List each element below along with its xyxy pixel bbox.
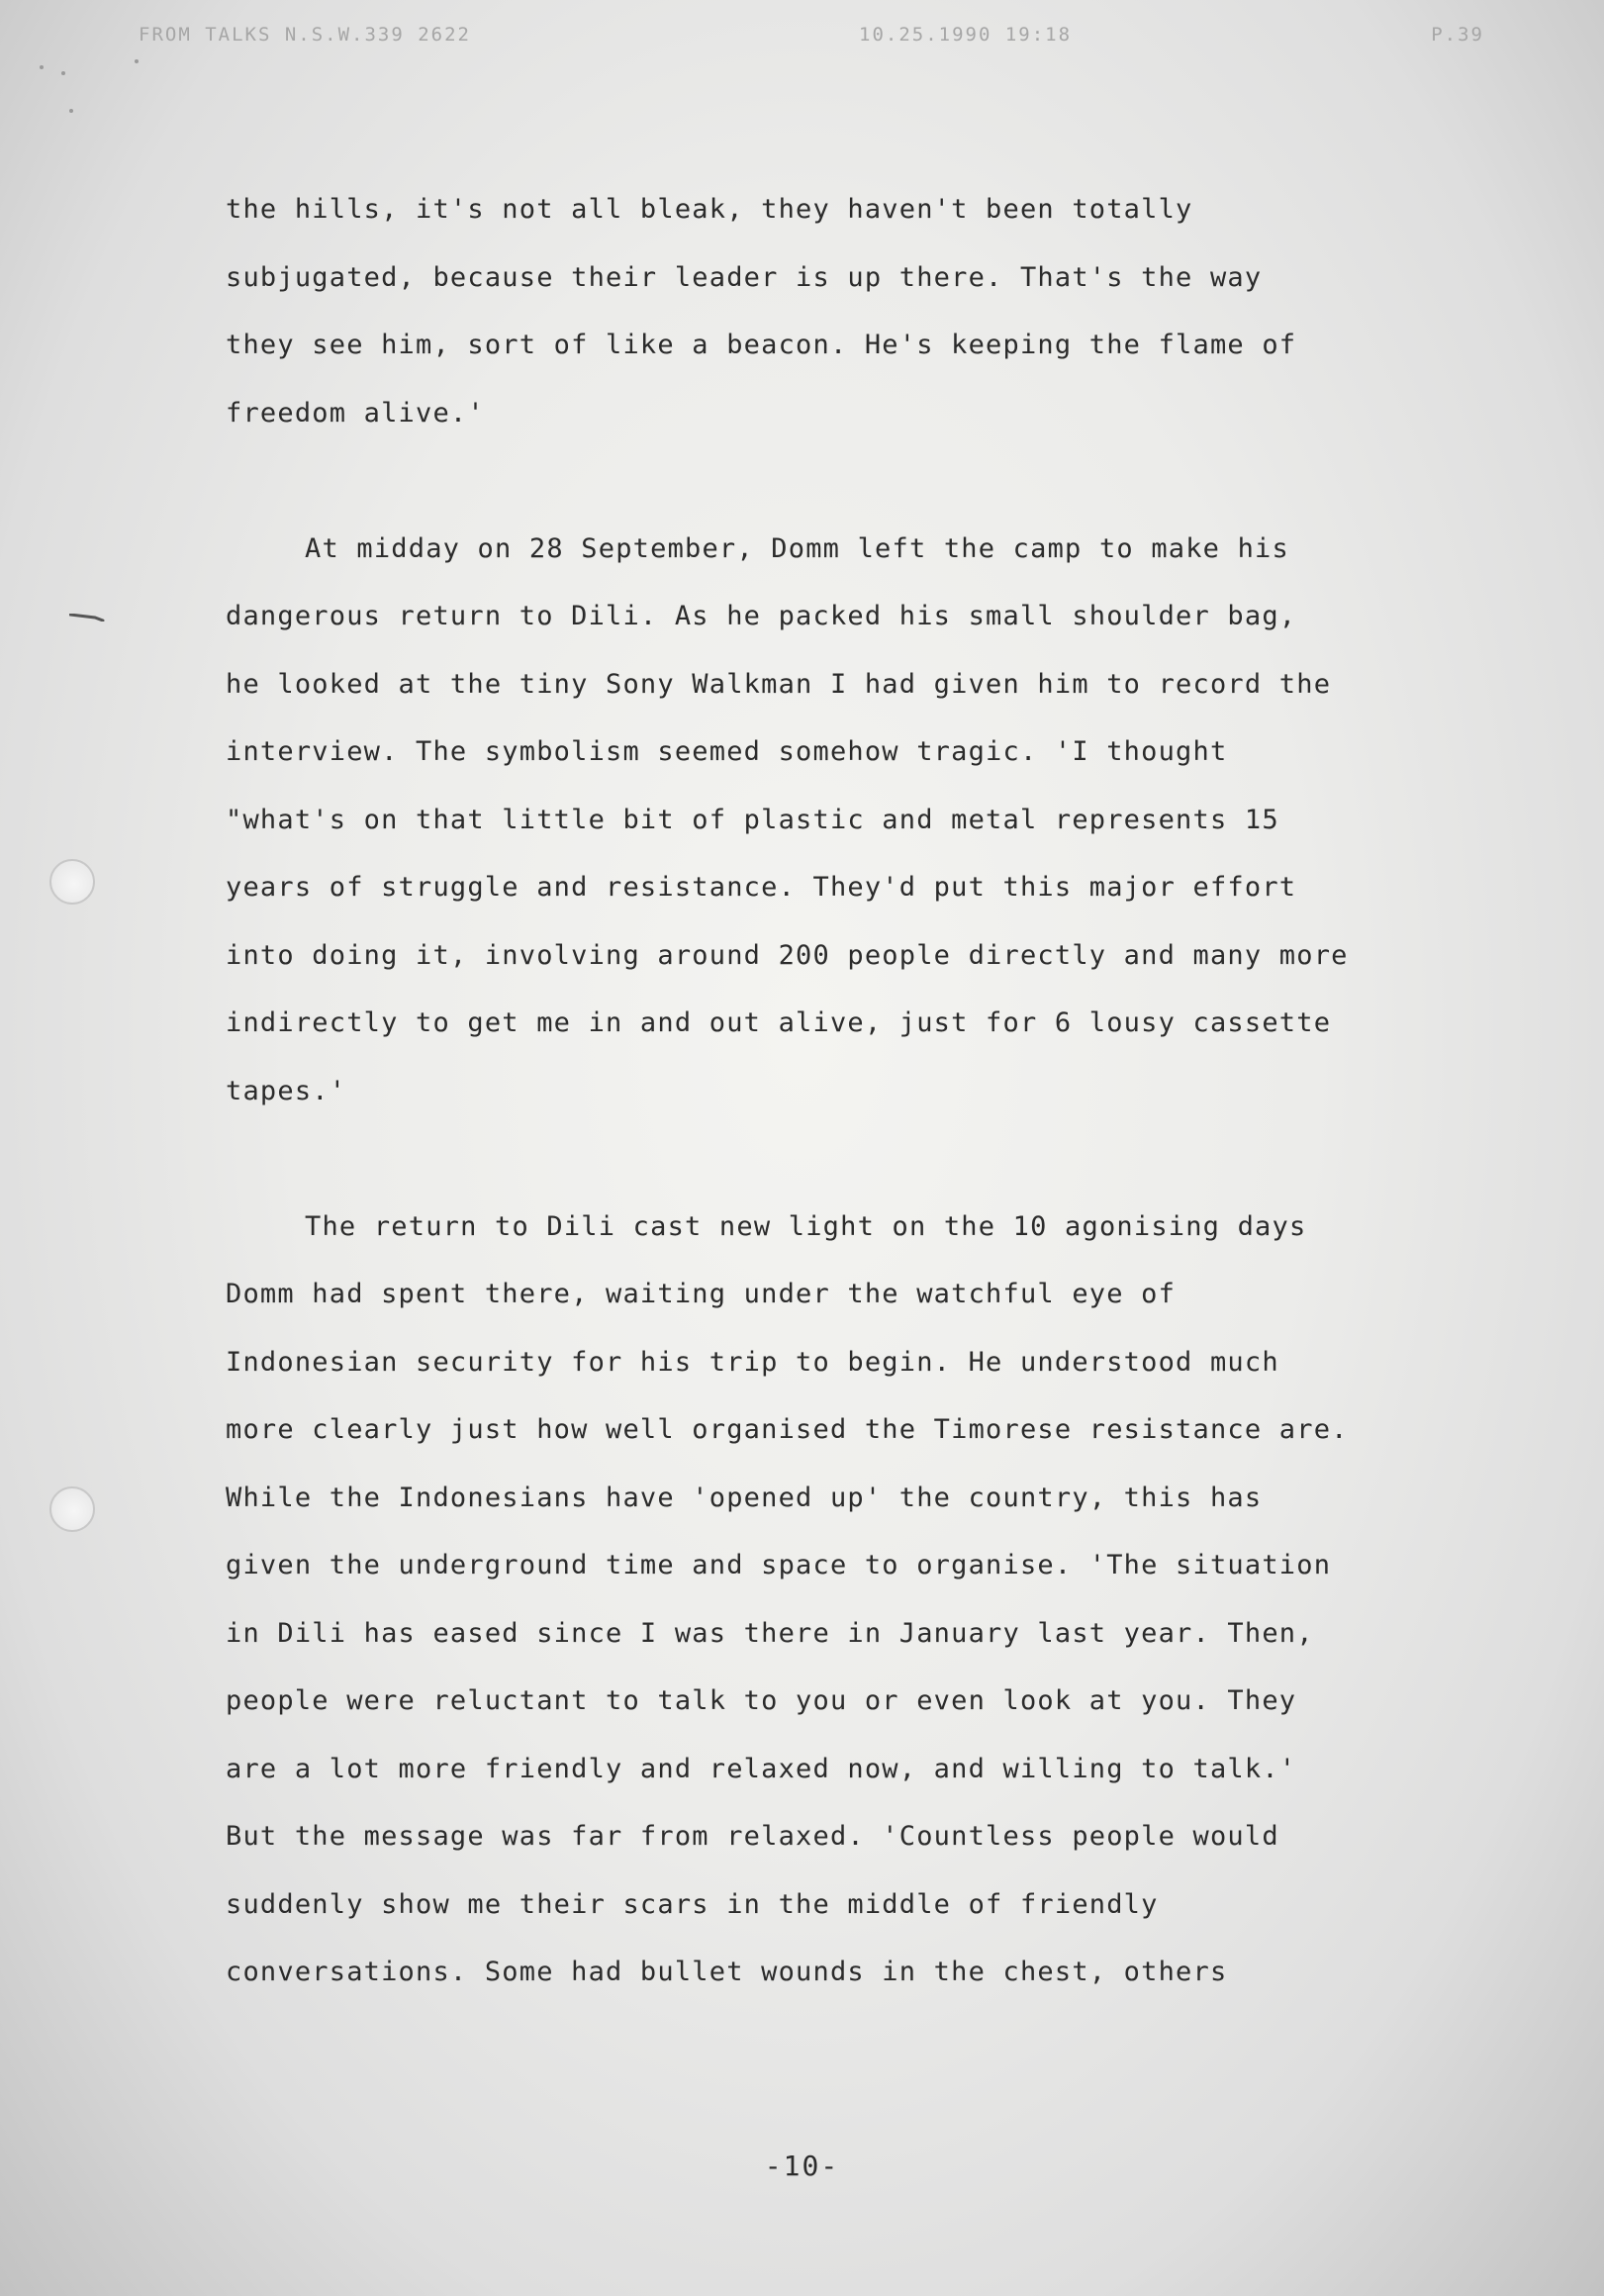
- fax-header: [139, 24, 1484, 53]
- punch-hole: [49, 859, 95, 905]
- fax-page-number: P.39: [1431, 24, 1484, 46]
- text-line: indirectly to get me in and out alive, just for 6 lousy cassette: [226, 1007, 1332, 1038]
- text-line: Indonesian security for his trip to begin. He understood much: [226, 1346, 1279, 1378]
- paragraph-3: [226, 1194, 1522, 2007]
- text-line: the hills, it's not all bleak, they haven't been totally: [226, 194, 1193, 225]
- paragraph-1: [226, 176, 1522, 447]
- text-line: subjugated, because their leader is up there. That's the way: [226, 261, 1263, 293]
- text-line: he looked at the tiny Sony Walkman I had given him to record the: [226, 668, 1332, 700]
- page-number: -10-: [764, 2150, 840, 2182]
- text-line: more clearly just how well organised the Timorese resistance are.: [226, 1414, 1349, 1445]
- text-line: people were reluctant to talk to you or even look at you. They: [226, 1685, 1297, 1716]
- scan-speck: [61, 71, 65, 75]
- text-line: years of struggle and resistance. They'd put this major effort: [226, 872, 1297, 903]
- text-line: tapes.': [226, 1075, 347, 1106]
- text-line: While the Indonesians have 'opened up' the country, this has: [226, 1482, 1263, 1513]
- scan-speck: [40, 65, 44, 69]
- body-text: [226, 176, 1522, 2074]
- paragraph-2: [226, 516, 1522, 1126]
- text-line: are a lot more friendly and relaxed now, and willing to talk.': [226, 1753, 1297, 1784]
- scan-speck: [135, 59, 139, 63]
- text-line: into doing it, involving around 200 people directly and many more: [226, 939, 1349, 971]
- text-line: Domm had spent there, waiting under the watchful eye of: [226, 1279, 1177, 1309]
- text-line: "what's on that little bit of plastic and metal represents 15: [226, 804, 1279, 835]
- text-line: The return to Dili cast new light on the 10 agonising days: [305, 1210, 1307, 1242]
- text-line: conversations. Some had bullet wounds in the chest, others: [226, 1957, 1228, 1987]
- margin-tick-mark: [69, 614, 105, 622]
- text-line: interview. The symbolism seemed somehow tragic. 'I thought: [226, 736, 1228, 767]
- scan-speck: [69, 109, 73, 113]
- text-line: in Dili has eased since I was there in January last year. Then,: [226, 1617, 1314, 1649]
- fax-sender: FROM TALKS N.S.W.339 2622: [139, 24, 471, 46]
- text-line: suddenly show me their scars in the middle of friendly: [226, 1888, 1159, 1920]
- text-line: At midday on 28 September, Domm left the camp to make his: [305, 532, 1289, 564]
- text-line: But the message was far from relaxed. 'Countless people would: [226, 1821, 1279, 1852]
- punch-hole: [49, 1486, 95, 1532]
- text-line: they see him, sort of like a beacon. He's keeping the flame of: [226, 330, 1297, 360]
- fax-datetime: 10.25.1990 19:18: [859, 24, 1073, 46]
- text-line: freedom alive.': [226, 397, 485, 429]
- text-line: dangerous return to Dili. As he packed his small shoulder bag,: [226, 601, 1297, 631]
- text-line: given the underground time and space to organise. 'The situation: [226, 1550, 1332, 1580]
